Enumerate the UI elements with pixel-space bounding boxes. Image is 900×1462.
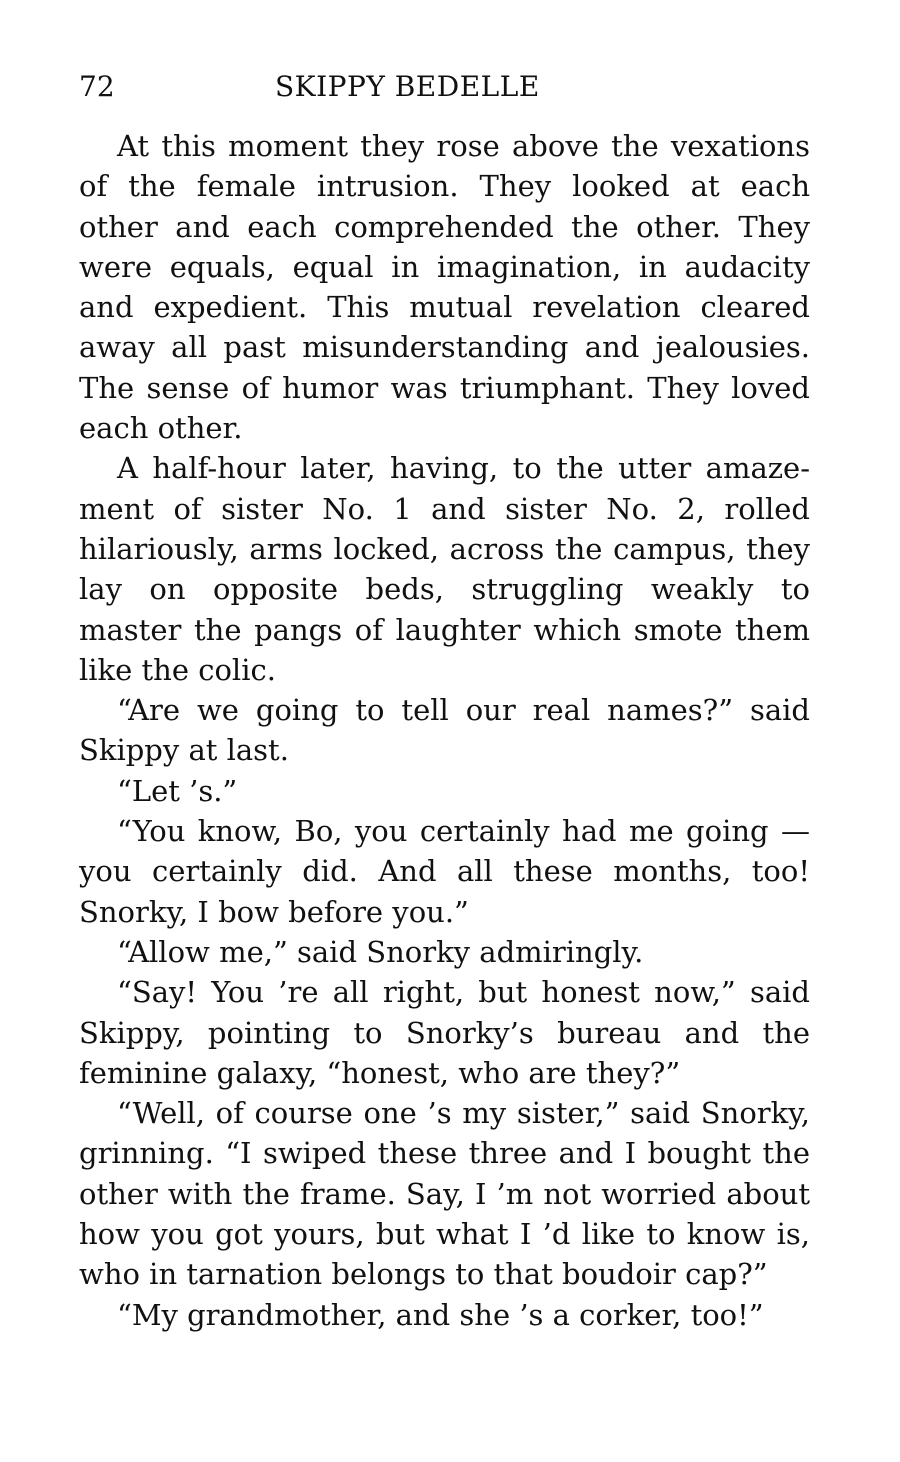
page-number: 72	[79, 70, 115, 103]
running-title: SKIPPY BEDELLE	[275, 70, 540, 103]
paragraph: “Well, of course one ’s my sister,” said Snorky, grinning. “I swiped these three and I bought the other with the frame. Say, I ’m not worried about how you got yours, but what I ’d like to know is, who in tarnation belongs to that boudoir cap?”	[79, 1096, 810, 1292]
paragraph: “Let ’s.”	[117, 773, 238, 808]
paragraph: “You know, Bo, you certainly had me going —you certainly did. And all these months, too! Snorky, I bow before you.”	[79, 814, 810, 929]
paragraph: “Are we going to tell our real names?” said Skippy at last.	[79, 693, 810, 768]
paragraph: “My grandmother, and she ’s a corker, too!”	[117, 1297, 764, 1332]
book-page	[79, 64, 810, 1335]
page-header	[79, 64, 810, 110]
paragraph: At this moment they rose above the vexations of the female intrusion. They looked at each other and each comprehended the other. They were equals, equal in imagination, in audacity and expedient. This mutual revelation cleared away all past misunderstanding and jealousies. The sense of humor was triumphant. They loved each other.	[79, 129, 810, 446]
body-text	[79, 126, 810, 1335]
paragraph: “Allow me,” said Snorky admiringly.	[117, 934, 644, 969]
paragraph: “Say! You ’re all right, but honest now,” said Skippy, pointing to Snorky’s bureau and the feminine galaxy, “honest, who are they?”	[79, 975, 810, 1090]
paragraph: A half-hour later, having, to the utter amazement of sister No. 1 and sister No. 2, rolled hilariously, arms locked, across the campus, they lay on opposite beds, struggling weakly to master the pangs of laughter which smote them like the colic.	[79, 451, 810, 687]
